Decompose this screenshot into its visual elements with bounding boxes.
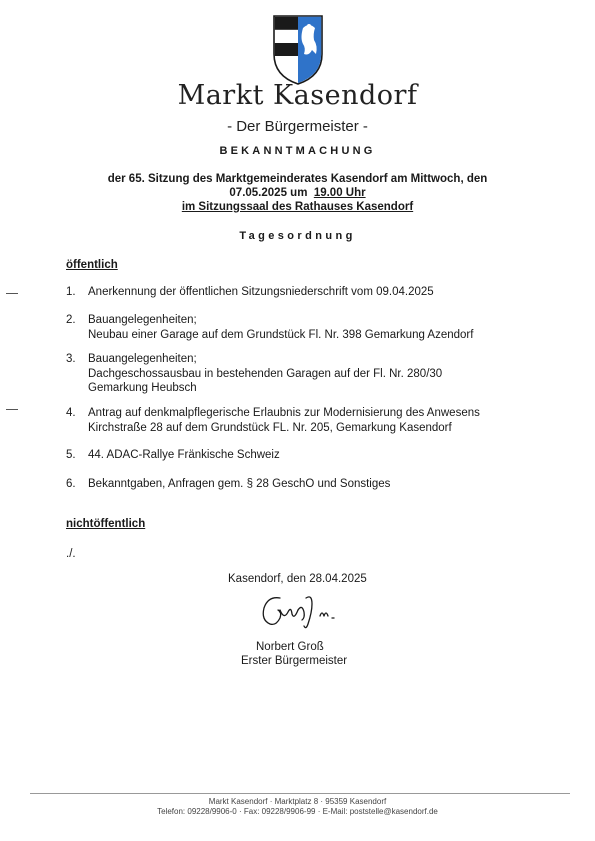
margin-mark xyxy=(6,409,18,410)
agenda-item-text: Bauangelegenheiten; xyxy=(88,353,197,365)
nonpublic-section-text: ./. xyxy=(66,548,76,560)
footer-address: Markt Kasendorf · Marktplatz 8 · 95359 Kasendorf xyxy=(208,797,387,806)
org-name: Markt Kasendorf xyxy=(177,80,418,111)
agenda-item-number: 4. xyxy=(66,407,76,419)
agenda-item-text: Bekanntgaben, Anfragen gem. § 28 GeschO und Sonstiges xyxy=(88,478,391,490)
meeting-time: 19.00 Uhr xyxy=(313,187,366,199)
footer-divider xyxy=(30,793,570,794)
agenda-item-text: Anerkennung der öffentlichen Sitzungsniederschrift vom 09.04.2025 xyxy=(88,286,434,298)
agenda-item-text: Gemarkung Heubsch xyxy=(88,382,197,394)
meeting-date-time xyxy=(0,187,595,199)
agenda-item-number: 6. xyxy=(66,478,76,490)
agenda-item-number: 3. xyxy=(66,353,76,365)
public-section-heading: öffentlich xyxy=(66,259,118,271)
signer-title: Erster Bürgermeister xyxy=(241,655,348,667)
agenda-item-number: 5. xyxy=(66,449,76,461)
agenda-item-text: Antrag auf denkmalpflegerische Erlaubnis zur Modernisierung des Anwesens xyxy=(88,407,480,419)
footer-contact: Telefon: 09228/9906-0 · Fax: 09228/9906-99 · E-Mail: poststelle@kasendorf.de xyxy=(157,807,438,816)
agenda-item-text: Dachgeschossausbau in bestehenden Garagen auf der Fl. Nr. 280/30 xyxy=(88,367,443,380)
meeting-line: der 65. Sitzung des Marktgemeinderates Kasendorf am Mittwoch, den xyxy=(107,173,488,185)
agenda-heading: Tagesordnung xyxy=(239,230,356,242)
municipal-coat-of-arms-icon xyxy=(272,14,324,86)
margin-mark xyxy=(6,293,18,294)
agenda-item-text: 44. ADAC-Rallye Fränkische Schweiz xyxy=(88,449,280,461)
place-date: Kasendorf, den 28.04.2025 xyxy=(228,573,367,585)
org-subtitle: - Der Bürgermeister - xyxy=(227,118,368,135)
meeting-time-prefix: um xyxy=(290,187,308,199)
handwritten-signature-icon xyxy=(258,590,340,632)
agenda-item-number: 2. xyxy=(66,314,76,326)
document-type-heading: BEKANNTMACHUNG xyxy=(219,145,376,157)
signer-name: Norbert Groß xyxy=(256,641,324,653)
agenda-item-number: 1. xyxy=(66,286,76,298)
meeting-date: 07.05.2025 xyxy=(229,187,287,199)
agenda-item-text: Kirchstraße 28 auf dem Grundstück FL. Nr. 205, Gemarkung Kasendorf xyxy=(88,421,452,434)
agenda-item-text: Neubau einer Garage auf dem Grundstück Fl. Nr. 398 Gemarkung Azendorf xyxy=(88,328,474,341)
meeting-location: im Sitzungssaal des Rathauses Kasendorf xyxy=(181,201,414,213)
agenda-item-text: Bauangelegenheiten; xyxy=(88,314,197,326)
nonpublic-section-heading: nichtöffentlich xyxy=(66,518,146,530)
